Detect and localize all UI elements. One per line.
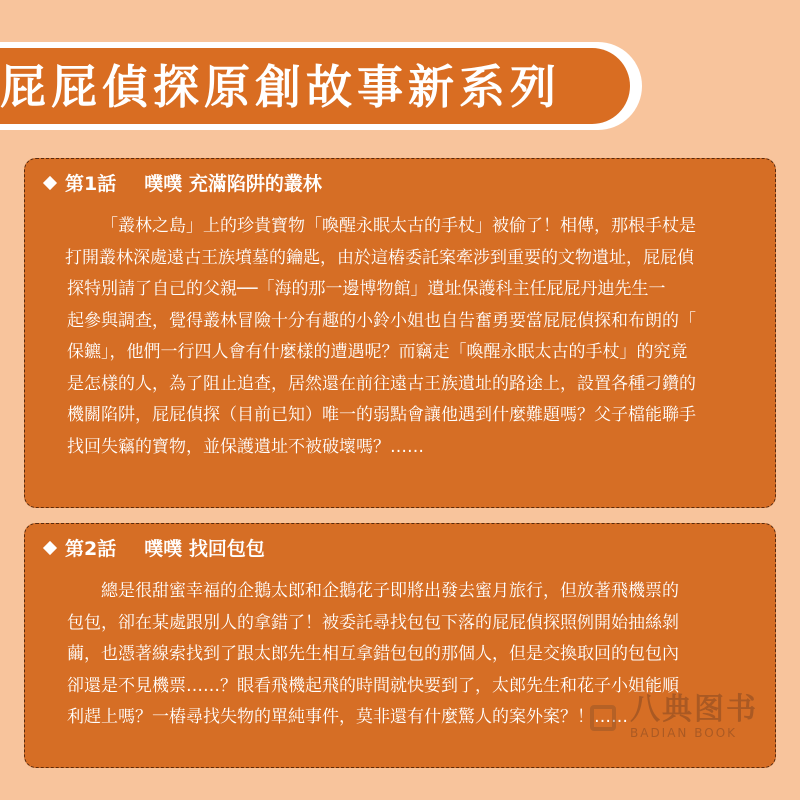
episode-heading xyxy=(39,534,265,561)
episode-card-1 xyxy=(24,158,776,508)
episode-number: 第2話 xyxy=(65,538,117,560)
synopsis-line: 卻還是不見機票……？眼看飛機起飛的時間就快要到了，太郎先生和花子小姐能順 xyxy=(67,675,679,696)
title-banner-fill xyxy=(0,48,630,124)
diamond-bullet-icon xyxy=(43,540,57,554)
synopsis-line: 「叢林之島」上的珍貴寶物「喚醒永眠太古的手杖」被偷了！相傳，那根手杖是 xyxy=(101,216,696,236)
episode-synopsis xyxy=(67,576,765,734)
episode-synopsis xyxy=(67,211,765,463)
title-banner xyxy=(0,42,642,130)
synopsis-line: 包包，卻在某處跟別人的拿錯了！被委託尋找包包下落的屁屁偵探照例開始抽絲剝 xyxy=(67,612,679,633)
synopsis-line: 繭，也憑著線索找到了跟太郎先生相互拿錯包包的那個人，但是交換取回的包包內 xyxy=(67,644,679,664)
synopsis-line: 總是很甜蜜幸福的企鵝太郎和企鵝花子即將出發去蜜月旅行，但放著飛機票的 xyxy=(101,581,679,601)
synopsis-line: 機關陷阱，屁屁偵探（目前已知）唯一的弱點會讓他遇到什麼難題嗎？父子檔能聯手 xyxy=(67,405,696,425)
page-title: 屁屁偵探原創故事新系列 xyxy=(0,60,561,114)
episode-card-2 xyxy=(24,523,776,768)
synopsis-line: 是怎樣的人，為了阻止追查，居然還在前往遠古王族遺址的路途上，設置各種刁鑽的 xyxy=(67,373,696,394)
synopsis-line: 探特別請了自己的父親──「海的那一邊博物館」遺址保護科主任屁屁丹迪先生一 xyxy=(67,279,666,299)
episode-heading xyxy=(39,169,322,196)
synopsis-line: 利趕上嗎？一樁尋找失物的單純事件，莫非還有什麼驚人的案外案？！…… xyxy=(67,707,628,727)
watermark-sub-text: BADIAN BOOK xyxy=(630,726,738,740)
episode-number: 第1話 xyxy=(65,173,117,195)
episode-title: 噗噗 充滿陷阱的叢林 xyxy=(144,173,322,195)
synopsis-line: 打開叢林深處遠古王族墳墓的鑰匙，由於這樁委託案牽涉到重要的文物遺址，屁屁偵 xyxy=(65,247,694,268)
episode-title: 噗噗 找回包包 xyxy=(144,538,265,560)
synopsis-line: 找回失竊的寶物，並保護遺址不被破壞嗎？…… xyxy=(67,436,424,457)
synopsis-line: 起參與調查，覺得叢林冒險十分有趣的小鈴小姐也自告奮勇要當屁屁偵探和布朗的「 xyxy=(67,310,696,331)
synopsis-line: 保鑣」，他們一行四人會有什麼樣的遭遇呢？而竊走「喚醒永眠太古的手杖」的究竟 xyxy=(67,342,688,362)
watermark-main-text: 八典图书 xyxy=(630,692,758,727)
diamond-bullet-icon xyxy=(43,175,57,189)
